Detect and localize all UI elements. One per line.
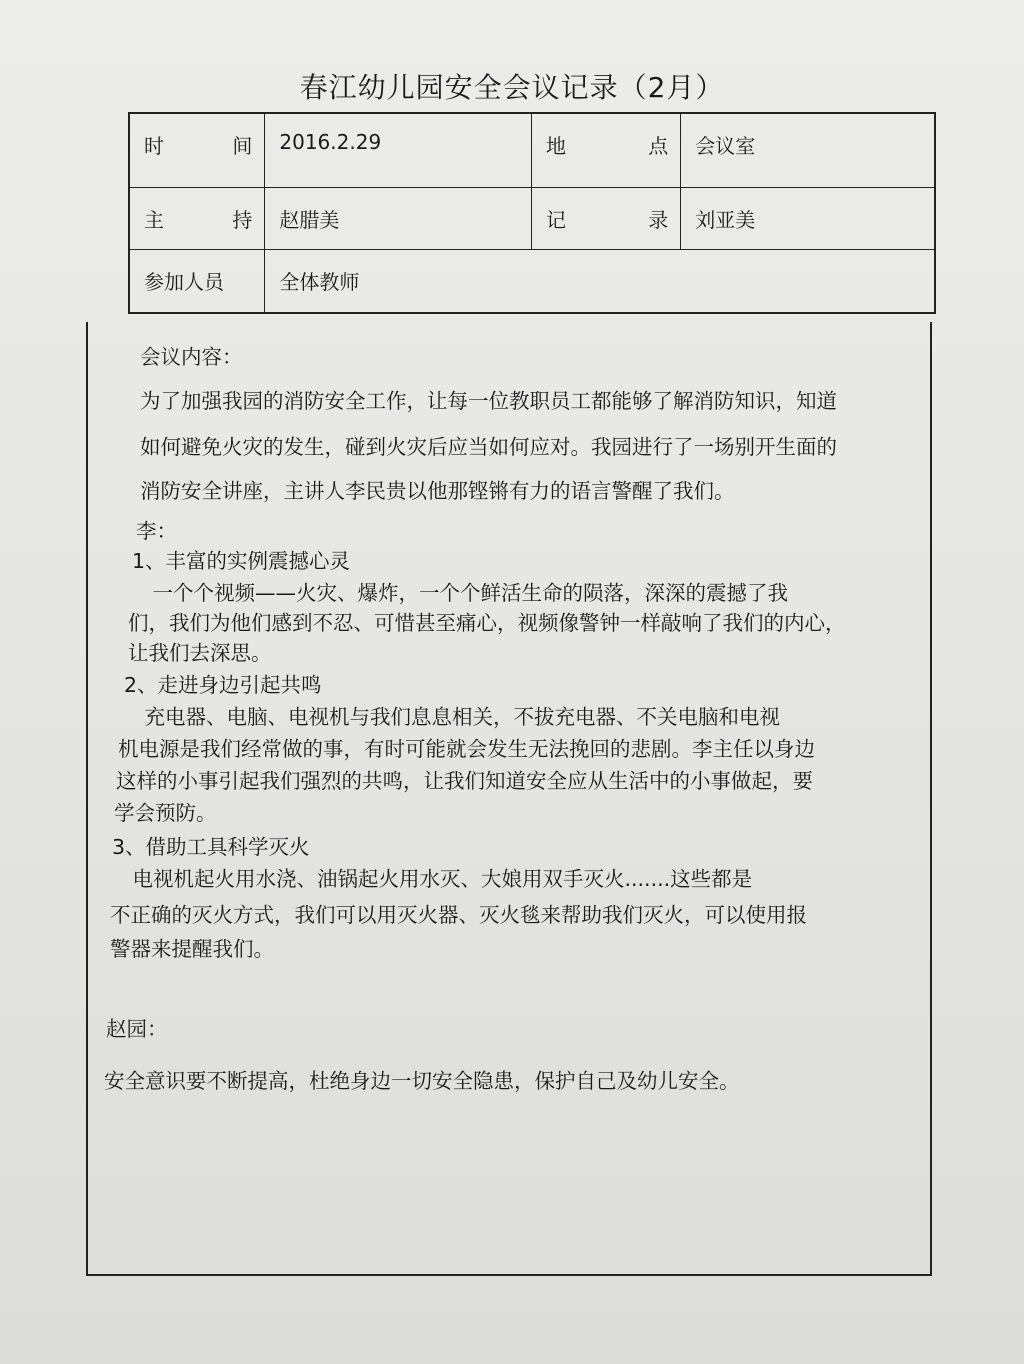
attendees-value: 全体教师 [279, 270, 360, 294]
point-2-title: 2、走进身边引起共鸣 [124, 673, 322, 697]
point-2-line: 学会预防。 [114, 801, 217, 825]
host-label-char-2: 持 [232, 208, 253, 232]
recorder-label [532, 188, 681, 249]
point-1-title: 1、丰富的实例震撼心灵 [132, 549, 351, 573]
point-2-line: 这样的小事引起我们强烈的共鸣，让我们知道安全应从生活中的小事做起，要 [116, 769, 813, 793]
table-row [130, 114, 934, 188]
place-label-char-1: 地 [546, 134, 566, 158]
recorder-value: 刘亚美 [695, 208, 756, 232]
meeting-content-box [86, 322, 932, 1276]
table-row [130, 250, 934, 312]
host-label-char-1: 主 [144, 208, 164, 232]
speaker-li: 李： [136, 519, 177, 543]
host-value: 赵腊美 [265, 188, 532, 249]
speaker-zhao: 赵园： [106, 1017, 168, 1041]
point-1-line: 们，我们为他们感到不忍、可惜甚至痛心，视频像警钟一样敲响了我们的内心， [128, 611, 846, 635]
document-title: 春江幼儿园安全会议记录（2月） [299, 71, 725, 104]
time-label [130, 114, 265, 187]
point-3-line: 不正确的灭火方式，我们可以用灭火器、灭火毯来帮助我们灭火，可以使用报 [110, 903, 807, 927]
recorder-label-char-2: 录 [648, 208, 669, 232]
point-3-line: 警器来提醒我们。 [110, 937, 274, 961]
place-label-char-2: 点 [648, 134, 669, 158]
point-2-line: 充电器、电脑、电视机与我们息息相关，不拔充电器、不关电脑和电视 [124, 705, 780, 729]
intro-line: 为了加强我园的消防安全工作，让每一位教职员工都能够了解消防知识，知道 [140, 389, 837, 413]
point-1-line: 让我们去深思。 [128, 641, 272, 665]
place-label [532, 114, 681, 187]
table-row [130, 188, 934, 250]
host-label [130, 188, 265, 249]
point-3-line: 电视机起火用水浇、油锅起火用水灭、大娘用双手灭火.......这些都是 [112, 867, 753, 891]
time-label-char-1: 时 [144, 134, 164, 158]
point-2-line: 机电源是我们经常做的事，有时可能就会发生无法挽回的悲剧。李主任以身边 [118, 737, 815, 761]
time-label-char-2: 间 [232, 134, 253, 158]
meeting-info-table [128, 112, 936, 314]
content-heading: 会议内容： [140, 345, 243, 369]
point-1-line: 一个个视频——火灾、爆炸，一个个鲜活生命的陨落，深深的震撼了我 [132, 581, 788, 605]
intro-line: 消防安全讲座，主讲人李民贵以他那铿锵有力的语言警醒了我们。 [140, 479, 735, 503]
intro-line: 如何避免火灾的发生，碰到火灾后应当如何应对。我园进行了一场别开生面的 [140, 435, 837, 459]
recorder-label-char-1: 记 [546, 208, 566, 232]
point-3-title: 3、借助工具科学灭火 [112, 835, 310, 859]
closing-line: 安全意识要不断提高，杜绝身边一切安全隐患，保护自己及幼儿安全。 [104, 1069, 740, 1093]
attendees-label: 参加人员 [130, 250, 265, 312]
place-value: 会议室 [695, 134, 756, 158]
time-value: 2016.2.29 [265, 114, 532, 187]
